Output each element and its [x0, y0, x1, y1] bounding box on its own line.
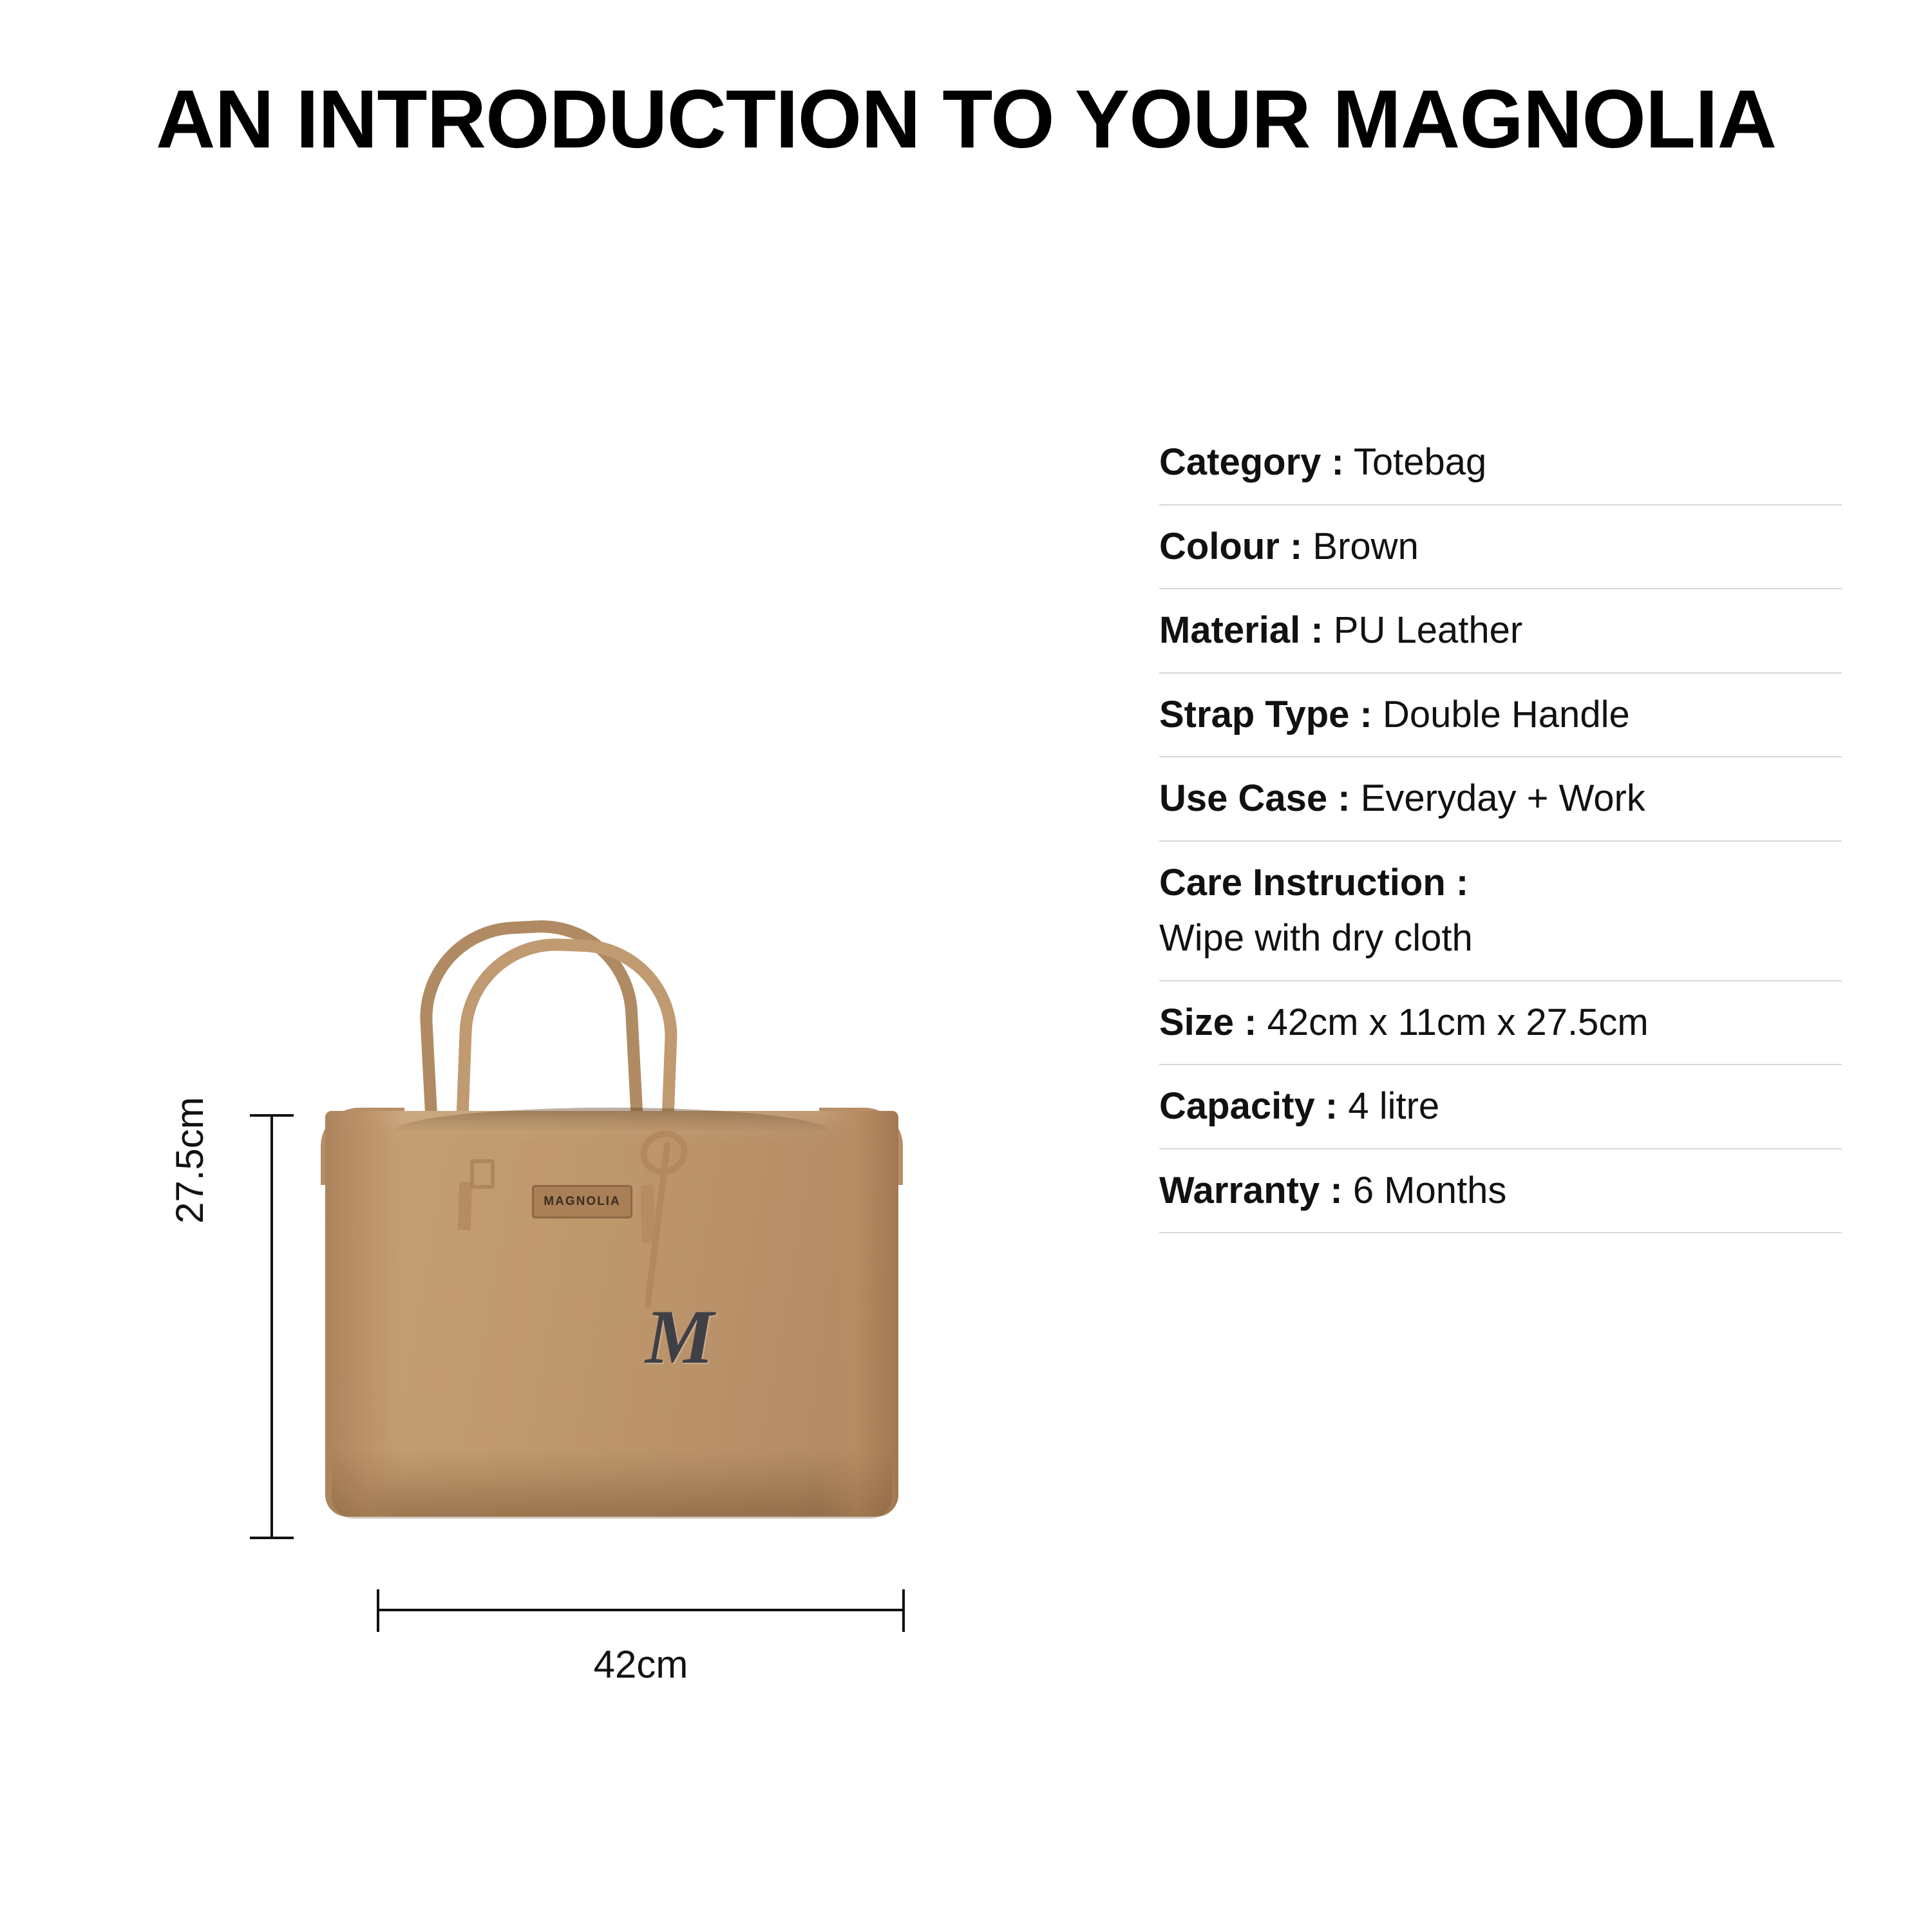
spec-label: Warranty : [1159, 1169, 1343, 1211]
tote-bag-image [296, 914, 927, 1610]
bag-strap-attach-left [458, 1182, 473, 1231]
spec-row [1159, 1065, 1842, 1150]
spec-row [1159, 981, 1842, 1066]
spec-value: Brown [1312, 525, 1419, 567]
spec-label: Care Instruction : [1159, 861, 1469, 904]
product-illustration-area [84, 580, 1063, 1739]
spec-row [1159, 438, 1842, 506]
metal-logo-charm: M [645, 1294, 714, 1379]
specification-table [1159, 438, 1842, 1233]
spec-label: Use Case : [1159, 777, 1350, 820]
spec-row [1159, 506, 1842, 590]
spec-value: 4 litre [1348, 1085, 1440, 1128]
spec-label: Strap Type : [1159, 693, 1372, 735]
spec-label: Material : [1159, 609, 1323, 652]
spec-label: Size : [1159, 1001, 1257, 1043]
spec-value: PU Leather [1333, 609, 1523, 652]
spec-label: Colour : [1159, 525, 1303, 567]
spec-row [1159, 589, 1842, 674]
bag-loop-detail [470, 1159, 495, 1189]
width-dimension-label: 42cm [593, 1643, 688, 1686]
bag-bottom-shading [332, 1449, 892, 1519]
height-dimension-line [270, 1114, 273, 1539]
spec-value: Everyday + Work [1360, 777, 1645, 820]
spec-value: Double Handle [1383, 693, 1630, 735]
spec-value: 42cm x 11cm x 27.5cm [1267, 1001, 1649, 1043]
spec-value: Wipe with dry cloth [1159, 917, 1473, 960]
height-dimension-label: 27.5cm [168, 1097, 211, 1224]
spec-value: Totebag [1353, 441, 1487, 483]
spec-value: 6 Months [1352, 1169, 1507, 1211]
spec-label: Category : [1159, 441, 1344, 483]
height-dimension-cap-top [250, 1114, 294, 1117]
spec-row [1159, 1150, 1842, 1234]
spec-row [1159, 757, 1842, 842]
spec-label: Capacity : [1159, 1085, 1338, 1128]
spec-row [1159, 674, 1842, 758]
spec-row [1159, 842, 1842, 981]
brand-plate: MAGNOLIA [532, 1185, 632, 1218]
page-title: AN INTRODUCTION TO YOUR MAGNOLIA [155, 73, 1777, 166]
height-dimension-cap-bottom [250, 1537, 294, 1539]
